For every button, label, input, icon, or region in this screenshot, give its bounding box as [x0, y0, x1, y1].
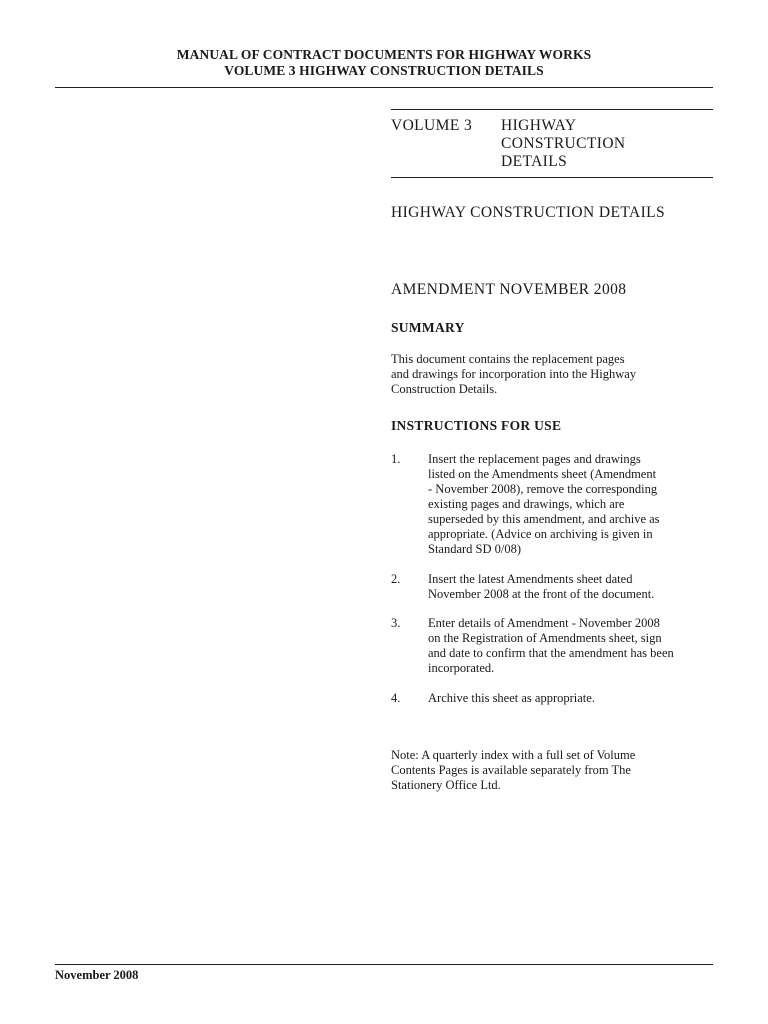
summary-text	[391, 352, 711, 397]
summary-line: This document contains the replacement pages	[391, 352, 625, 366]
footer-divider	[55, 964, 713, 965]
instruction-text	[428, 572, 718, 602]
instruction-line: appropriate. (Advice on archiving is given in	[428, 527, 653, 541]
instruction-line: on the Registration of Amendments sheet, sign	[428, 631, 662, 645]
amendment-title: AMENDMENT NOVEMBER 2008	[391, 281, 627, 298]
instruction-number: 4.	[391, 691, 401, 705]
note-line: Note: A quarterly index with a full set of Volume	[391, 748, 636, 762]
summary-line: and drawings for incorporation into the Highway	[391, 367, 637, 381]
instruction-line: - November 2008), remove the corresponding	[428, 482, 658, 496]
main-title: HIGHWAY CONSTRUCTION DETAILS	[391, 204, 666, 221]
header-line-2: VOLUME 3 HIGHWAY CONSTRUCTION DETAILS	[224, 63, 544, 78]
note-line: Stationery Office Ltd.	[391, 778, 501, 792]
instruction-line: November 2008 at the front of the document.	[428, 587, 655, 601]
instruction-line: and date to confirm that the amendment has been	[428, 646, 674, 660]
instruction-line: incorporated.	[428, 661, 495, 675]
instruction-line: Standard SD 0/08)	[428, 542, 522, 556]
instruction-text	[428, 452, 718, 557]
instruction-line: Insert the replacement pages and drawings	[428, 452, 641, 466]
note-line: Contents Pages is available separately from The	[391, 763, 631, 777]
instruction-line: superseded by this amendment, and archive as	[428, 512, 660, 526]
volume-number: VOLUME 3	[391, 117, 473, 134]
instruction-number: 1.	[391, 452, 401, 466]
instruction-number: 2.	[391, 572, 401, 586]
footer-date: November 2008	[55, 968, 139, 982]
header-divider	[55, 87, 713, 88]
volume-divider-bottom	[391, 177, 713, 178]
volume-divider-top	[391, 109, 713, 110]
instruction-line: Insert the latest Amendments sheet dated	[428, 572, 633, 586]
note-paragraph	[391, 748, 711, 793]
summary-heading: SUMMARY	[391, 320, 465, 335]
volume-title	[501, 117, 701, 171]
instruction-number: 3.	[391, 616, 401, 630]
volume-title-line: CONSTRUCTION	[501, 135, 626, 152]
instruction-line: listed on the Amendments sheet (Amendment	[428, 467, 657, 481]
summary-line: Construction Details.	[391, 382, 498, 396]
instruction-text	[428, 616, 718, 676]
instruction-line: Enter details of Amendment - November 2008	[428, 616, 660, 630]
header-line-1: MANUAL OF CONTRACT DOCUMENTS FOR HIGHWAY WORKS	[176, 47, 592, 62]
volume-title-line: DETAILS	[501, 153, 568, 170]
instruction-line: existing pages and drawings, which are	[428, 497, 625, 511]
instruction-line: Archive this sheet as appropriate.	[428, 691, 595, 705]
instructions-heading: INSTRUCTIONS FOR USE	[391, 418, 562, 433]
instruction-text	[428, 691, 718, 706]
volume-title-line: HIGHWAY	[501, 117, 577, 134]
document-header	[0, 47, 768, 79]
